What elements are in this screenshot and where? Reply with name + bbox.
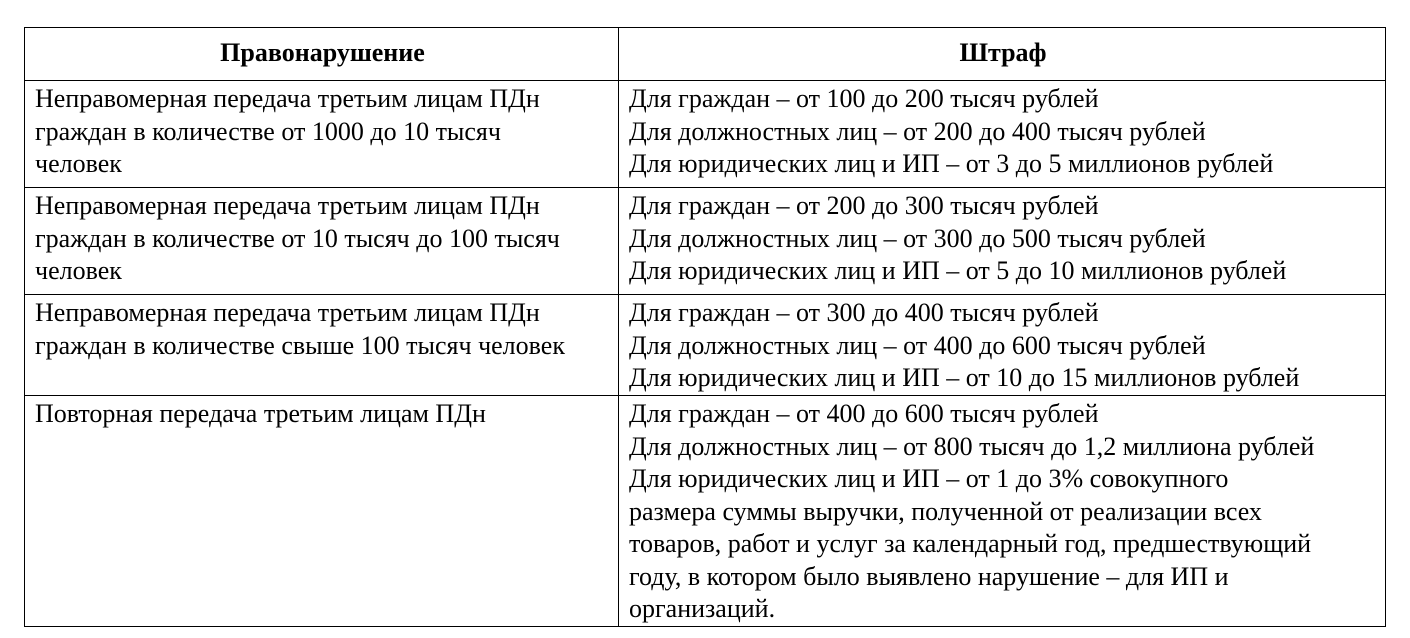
offense-line: человек bbox=[35, 149, 122, 178]
fine-line: Для граждан – от 300 до 400 тысяч рублей bbox=[629, 298, 1099, 327]
fine-cell bbox=[619, 396, 1386, 627]
table-row bbox=[25, 188, 1386, 295]
fine-line: товаров, работ и услуг за календарный год, предшествующий bbox=[629, 529, 1312, 558]
table-row bbox=[25, 295, 1386, 396]
header-row bbox=[25, 28, 1386, 81]
fine-line: году, в котором было выявлено нарушение – для ИП и bbox=[629, 561, 1229, 591]
fine-line: Для граждан – от 200 до 300 тысяч рублей bbox=[629, 191, 1099, 220]
offense-cell bbox=[25, 188, 619, 295]
fine-line: Для юридических лиц и ИП – от 3 до 5 миллионов рублей bbox=[629, 149, 1274, 178]
offense-cell bbox=[25, 81, 619, 188]
fines-table bbox=[24, 27, 1386, 627]
offense-line: граждан в количестве от 1000 до 10 тысяч bbox=[35, 116, 501, 146]
fine-cell bbox=[619, 81, 1386, 188]
fine-line: Для должностных лиц – от 400 до 600 тысяч рублей bbox=[629, 330, 1206, 360]
offense-line: человек bbox=[35, 256, 122, 285]
offense-line: граждан в количестве от 10 тысяч до 100 тысяч bbox=[35, 223, 560, 253]
fine-line: организаций. bbox=[629, 594, 776, 623]
offense-line: граждан в количестве свыше 100 тысяч человек bbox=[35, 330, 565, 360]
offense-line: Неправомерная передача третьим лицам ПДн bbox=[35, 298, 540, 327]
fine-line: Для граждан – от 100 до 200 тысяч рублей bbox=[629, 84, 1099, 113]
fine-line: размера суммы выручки, полученной от реализации всех bbox=[629, 496, 1262, 526]
fine-line: Для должностных лиц – от 200 до 400 тысяч рублей bbox=[629, 116, 1206, 146]
offense-line: Неправомерная передача третьим лицам ПДн bbox=[35, 191, 540, 220]
table-row bbox=[25, 81, 1386, 188]
table-row bbox=[25, 396, 1386, 627]
fine-line: Для должностных лиц – от 300 до 500 тысяч рублей bbox=[629, 223, 1206, 253]
fine-line: Для юридических лиц и ИП – от 10 до 15 миллионов рублей bbox=[629, 363, 1300, 392]
fine-cell bbox=[619, 188, 1386, 295]
offense-line: Неправомерная передача третьим лицам ПДн bbox=[35, 84, 540, 113]
fine-line: Для юридических лиц и ИП – от 5 до 10 миллионов рублей bbox=[629, 256, 1287, 285]
fine-line: Для граждан – от 400 до 600 тысяч рублей bbox=[629, 399, 1099, 428]
header-offense: Правонарушение bbox=[25, 28, 619, 81]
offense-line: Повторная передача третьим лицам ПДн bbox=[35, 399, 486, 428]
fine-line: Для юридических лиц и ИП – от 1 до 3% совокупного bbox=[629, 464, 1229, 493]
offense-cell bbox=[25, 396, 619, 627]
offense-cell bbox=[25, 295, 619, 396]
fine-cell bbox=[619, 295, 1386, 396]
fine-line: Для должностных лиц – от 800 тысяч до 1,2 миллиона рублей bbox=[629, 431, 1315, 461]
header-fine: Штраф bbox=[619, 28, 1386, 81]
